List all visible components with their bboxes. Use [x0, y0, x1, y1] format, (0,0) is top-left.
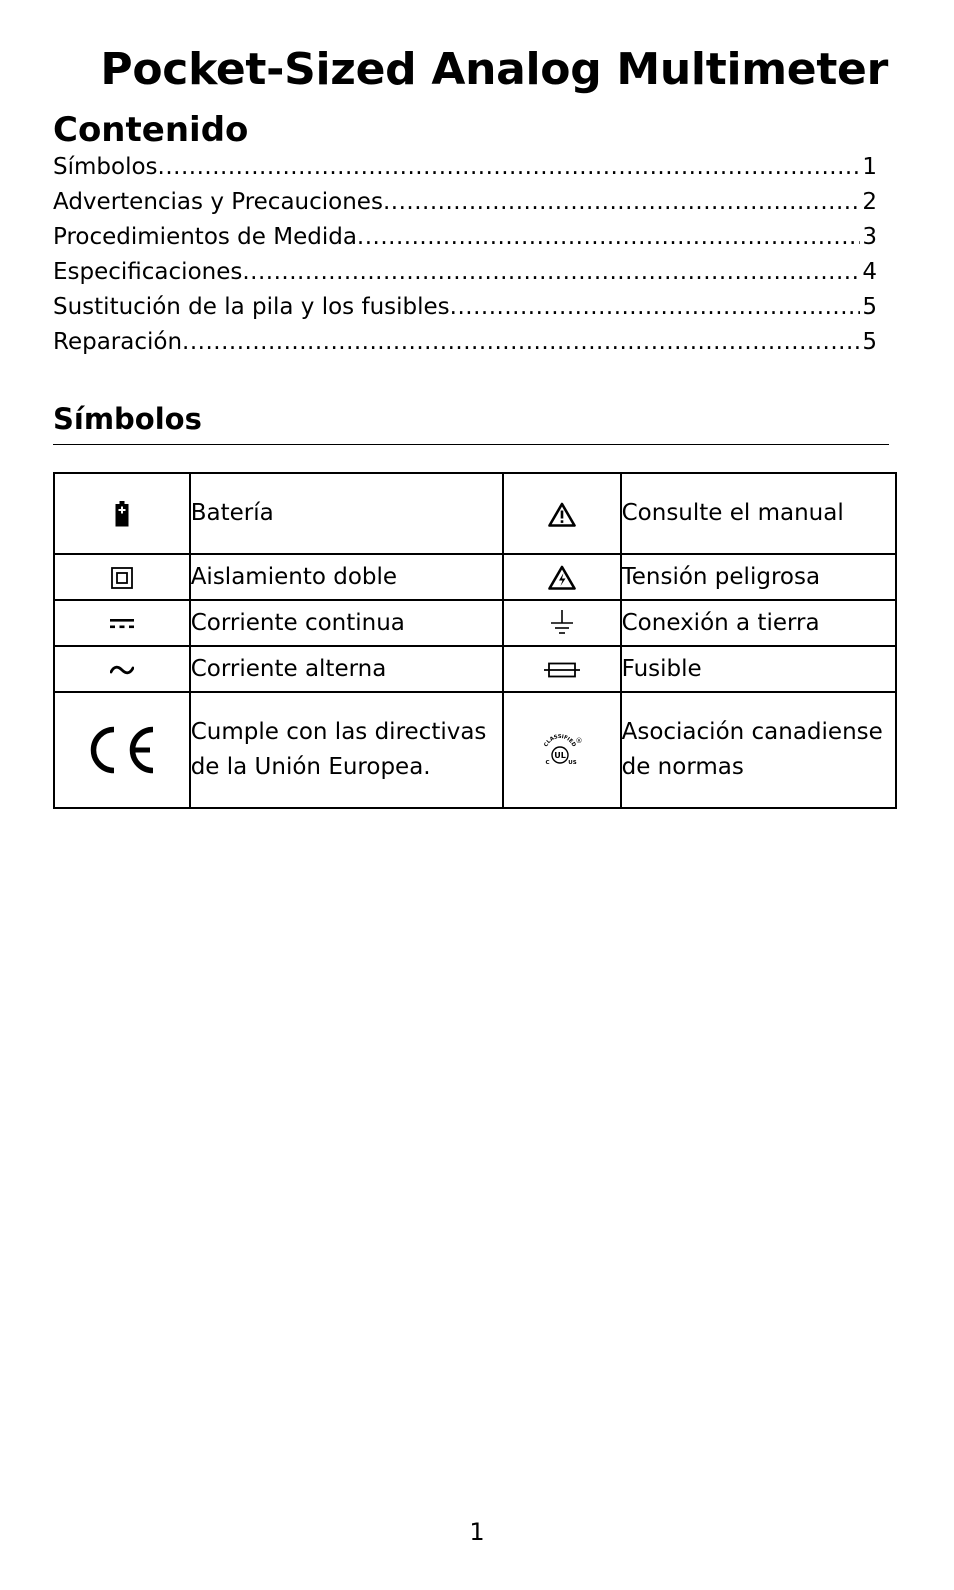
toc-leader-dots	[182, 325, 860, 360]
symbols-table	[53, 472, 897, 809]
table-row	[54, 473, 896, 554]
symbol-cell	[54, 554, 190, 600]
ce-mark-icon	[87, 724, 157, 776]
symbol-description: Consulte el manual	[621, 473, 896, 554]
toc-entry-label: Procedimientos de Medida	[53, 224, 357, 250]
table-of-contents	[53, 150, 877, 360]
contents-heading: Contenido	[53, 110, 249, 150]
toc-entry[interactable]	[53, 255, 877, 290]
symbols-heading: Símbolos	[53, 402, 202, 436]
toc-leader-dots	[158, 150, 861, 185]
toc-entry[interactable]	[53, 220, 877, 255]
toc-entry-label: Advertencias y Precauciones	[53, 189, 383, 215]
symbol-description: Batería	[190, 473, 503, 554]
table-row	[54, 554, 896, 600]
table-row	[54, 646, 896, 692]
toc-entry-page: 4	[862, 259, 877, 285]
symbol-description: Corriente continua	[190, 600, 503, 646]
symbol-cell	[503, 554, 621, 600]
battery-icon	[115, 501, 129, 527]
toc-entry[interactable]	[53, 325, 877, 360]
high-voltage-icon	[548, 565, 576, 590]
toc-entry[interactable]	[53, 150, 877, 185]
page-title: Pocket-Sized Analog Multimeter	[100, 44, 888, 95]
toc-leader-dots	[357, 220, 860, 255]
warning-triangle-icon	[548, 502, 576, 527]
toc-entry-page: 1	[862, 154, 877, 180]
toc-entry-page: 5	[862, 294, 877, 320]
symbol-description: Cumple con las directivas de la Unión Europea.	[190, 692, 503, 808]
symbol-cell	[54, 646, 190, 692]
section-divider	[53, 444, 889, 445]
symbol-cell	[503, 646, 621, 692]
symbol-cell	[503, 473, 621, 554]
fuse-icon	[544, 662, 580, 678]
symbol-description: Tensión peligrosa	[621, 554, 896, 600]
double-insulation-icon	[111, 567, 133, 589]
symbol-cell	[503, 692, 621, 808]
toc-entry-label: Especificaciones	[53, 259, 243, 285]
toc-entry-label: Símbolos	[53, 154, 158, 180]
toc-leader-dots	[242, 255, 860, 290]
symbol-description: Fusible	[621, 646, 896, 692]
svg-text:C: C	[545, 760, 550, 766]
toc-entry-page: 2	[862, 189, 877, 215]
toc-entry-page: 5	[862, 329, 877, 355]
toc-entry[interactable]	[53, 185, 877, 220]
symbol-cell	[503, 600, 621, 646]
table-row	[54, 600, 896, 646]
symbol-cell	[54, 692, 190, 808]
svg-text:®: ®	[575, 737, 583, 745]
symbol-description: Corriente alterna	[190, 646, 503, 692]
toc-entry-page: 3	[862, 224, 877, 250]
table-row	[54, 692, 896, 808]
symbol-description: Conexión a tierra	[621, 600, 896, 646]
svg-text:US: US	[568, 760, 577, 766]
toc-leader-dots	[383, 185, 860, 220]
ac-icon	[110, 664, 134, 676]
ul-classified-icon	[539, 733, 585, 767]
svg-text:CLASSIFIED: CLASSIFIED	[543, 733, 577, 748]
toc-entry-label: Reparación	[53, 329, 183, 355]
ground-icon	[550, 610, 574, 636]
toc-entry-label: Sustitución de la pila y los fusibles	[53, 294, 450, 320]
symbol-description: Asociación canadiense de normas	[621, 692, 896, 808]
symbol-cell	[54, 600, 190, 646]
page-number: 1	[469, 1518, 485, 1546]
symbol-cell	[54, 473, 190, 554]
toc-leader-dots	[450, 290, 861, 325]
dc-icon	[110, 618, 134, 630]
symbol-description: Aislamiento doble	[190, 554, 503, 600]
toc-entry[interactable]	[53, 290, 877, 325]
svg-text:UL: UL	[553, 751, 566, 760]
